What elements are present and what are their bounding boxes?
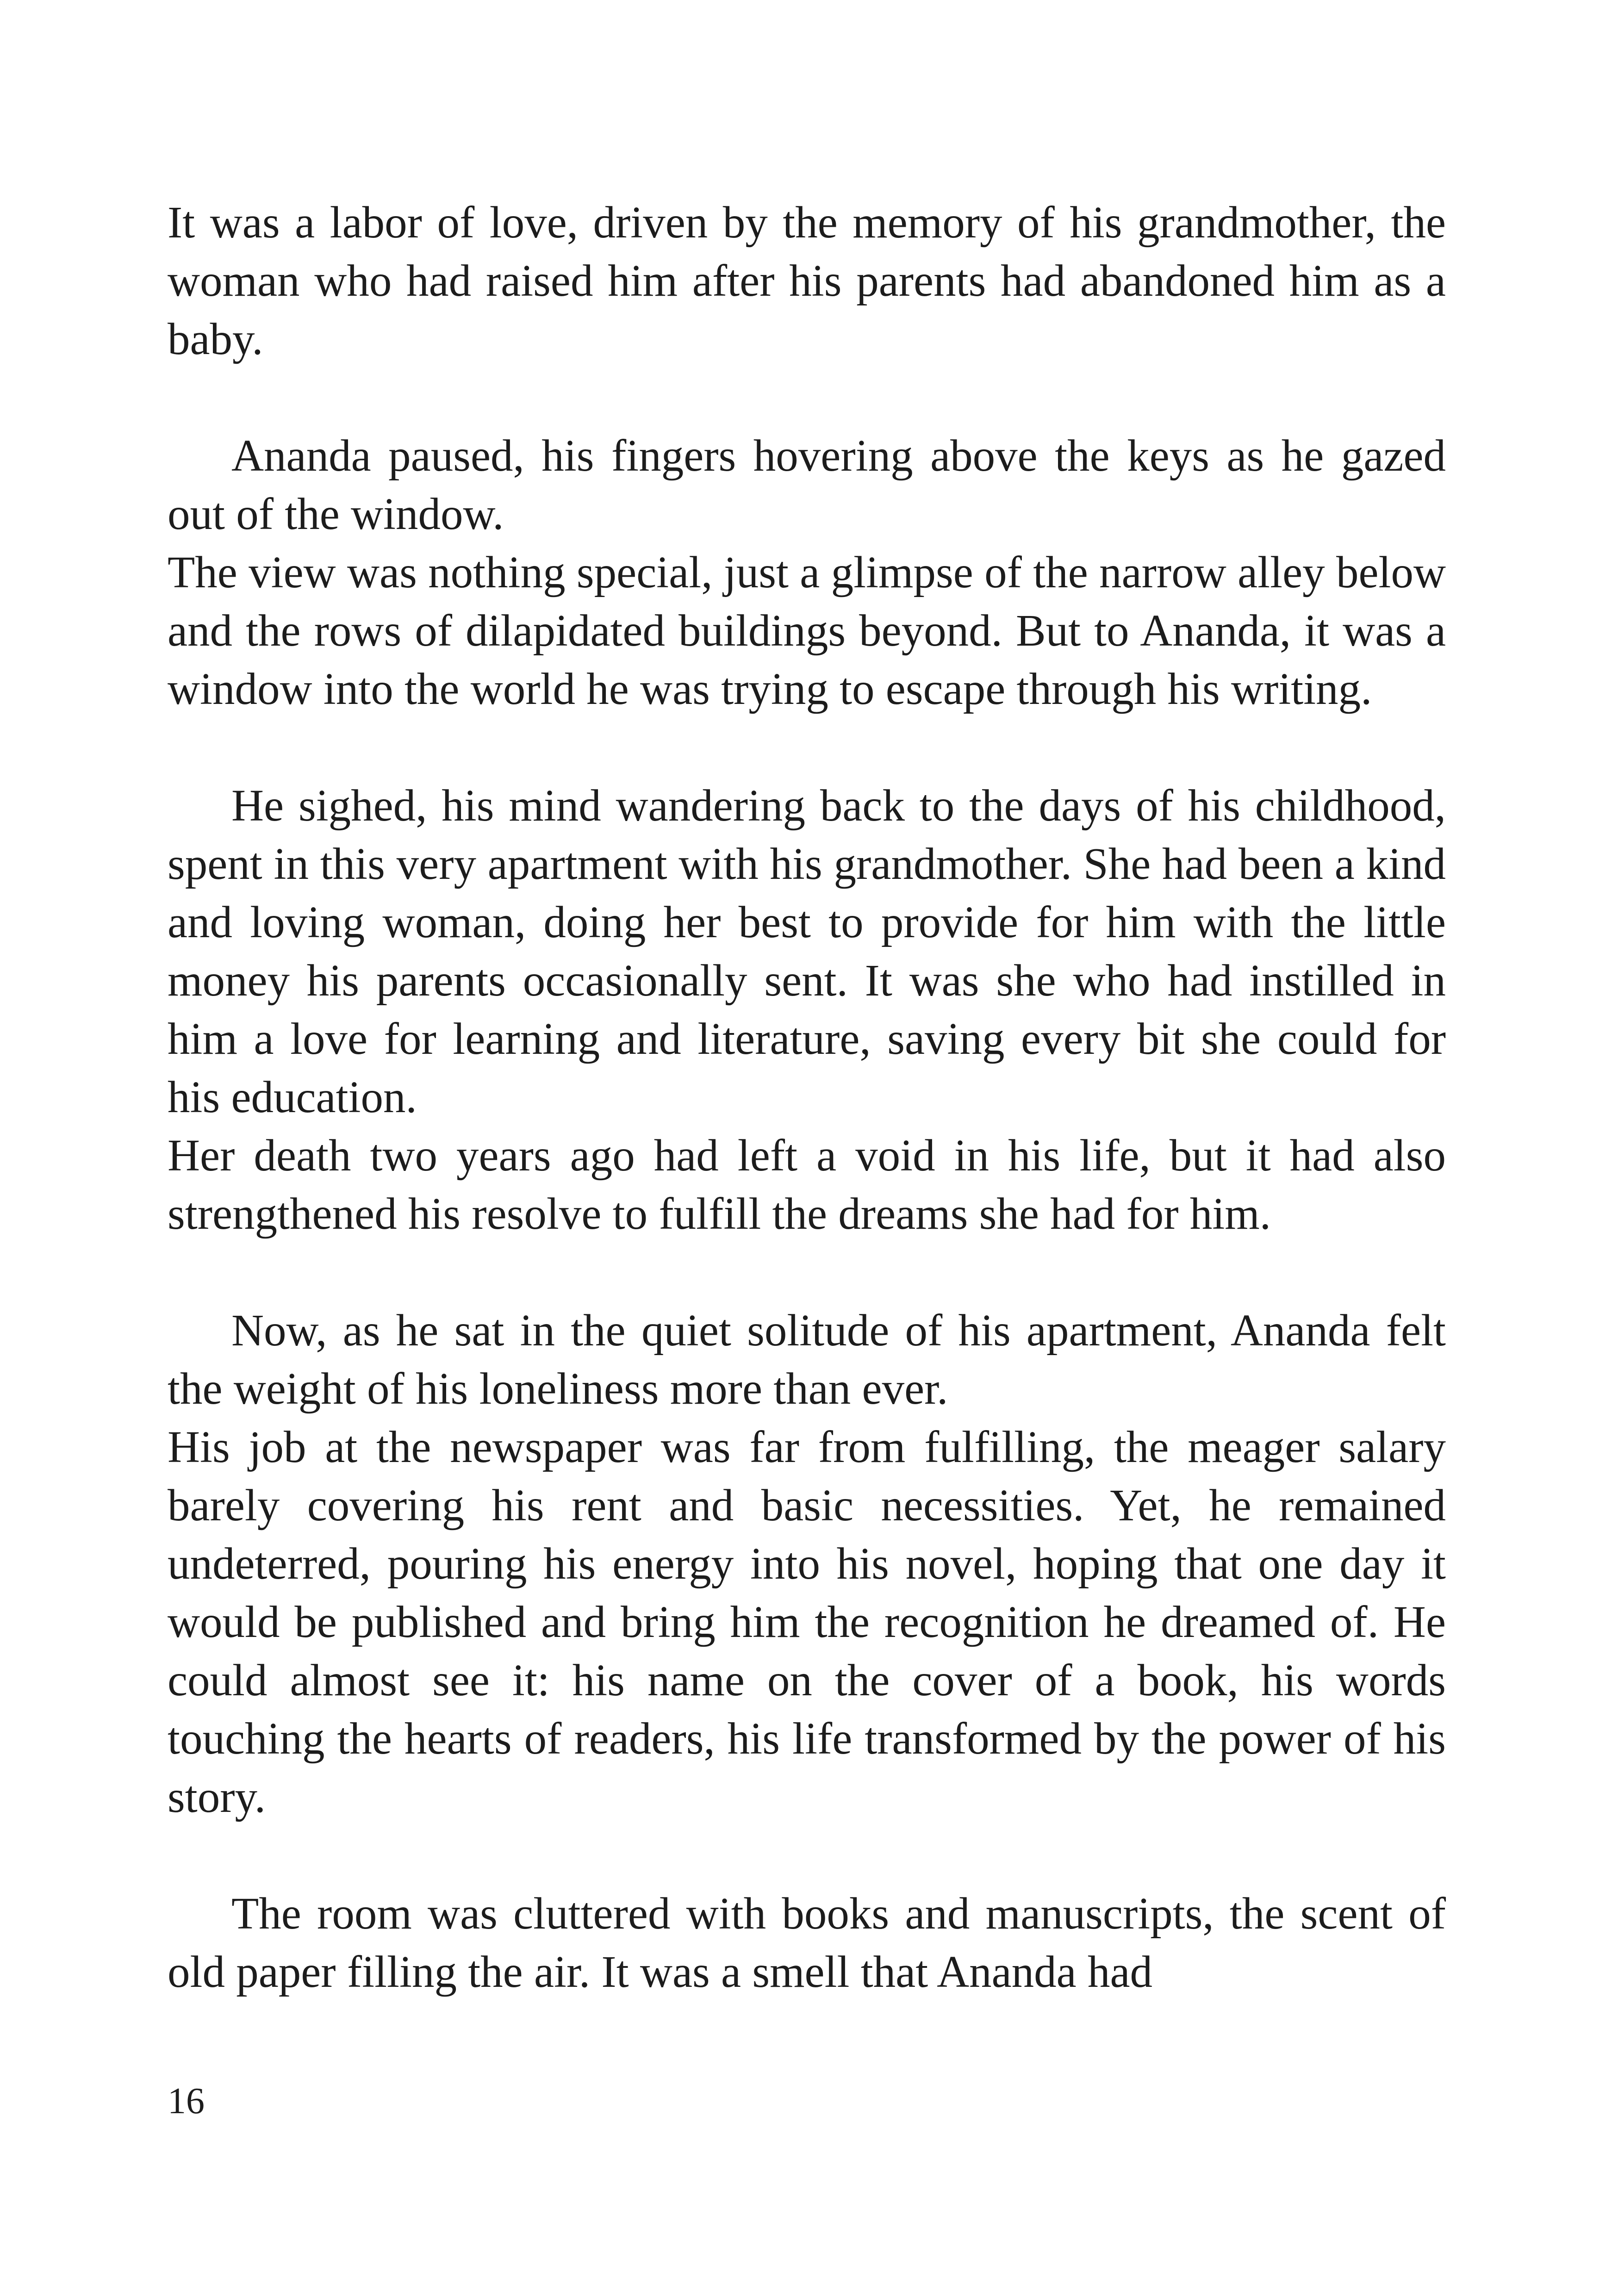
paragraph: His job at the newspaper was far from fulfilling, the meager salary barely covering his rent and basic necessities. Yet, he remained undeterred, pouring his energy into his novel, hoping that one day it would be published and bring him the recognition he dreamed of. He could almost see it: his name on the cover of a book, his words touching the hearts of readers, his life transformed by the power of his story.	[168, 1422, 1446, 1822]
paragraph-gap	[168, 1243, 1446, 1301]
paragraph: He sighed, his mind wandering back to the days of his childhood, spent in this very apartment with his grandmother. She had been a kind and loving woman, doing her best to provide for him with the little money his parents occasionally sent. It was she who had instilled in him a love for learning and literature, saving every bit she could for his education.	[168, 781, 1446, 1122]
page-number: 16	[168, 2081, 205, 2122]
paragraph-gap	[168, 1826, 1446, 1885]
paragraph: It was a labor of love, driven by the memory of his grandmother, the woman who had raised him after his parents had abandoned him as a baby.	[168, 198, 1446, 364]
paragraph: The room was cluttered with books and manuscripts, the scent of old paper filling the air. It was a smell that Ananda had	[168, 1889, 1446, 1997]
paragraph-gap	[168, 368, 1446, 427]
paragraph-gap	[168, 718, 1446, 777]
body-text	[168, 193, 1446, 2001]
paragraph: Now, as he sat in the quiet solitude of his apartment, Ananda felt the weight of his loneliness more than ever.	[168, 1306, 1446, 1413]
paragraph: Ananda paused, his fingers hovering above the keys as he gazed out of the window.	[168, 431, 1446, 539]
paragraph: Her death two years ago had left a void in his life, but it had also strengthened his resolve to fulfill the dreams she had for him.	[168, 1131, 1446, 1238]
paragraph: The view was nothing special, just a glimpse of the narrow alley below and the rows of dilapidated buildings beyond. But to Ananda, it was a window into the world he was trying to escape through his writing.	[168, 548, 1446, 714]
